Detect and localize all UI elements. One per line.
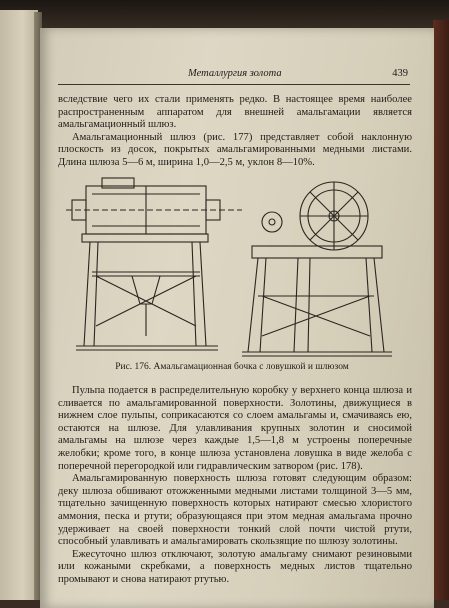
running-header bbox=[58, 68, 410, 85]
page-number: 439 bbox=[392, 68, 408, 79]
paragraph: Ежесуточно шлюз отключают, золотую амальгаму снимают резиновыми или кожаными скребками, а поверхность медных листов тщательно промывают и снова натирают ртутью. bbox=[58, 548, 412, 585]
paragraph: Амальгамированную поверхность шлюза готовят следующим образом: деку шлюза обшивают отожженными медными листами толщиной 3—5 мм, тщательно зачищенную поверхность которых натирают смесью хлористого аммония, песка и ртути; образующаяся при этом медная амальгама прочно удерживает на своей поверхности тонкий слой почти чистой ртути, способный улавливать и амальгамировать скользящие по шлюзу золотины. bbox=[58, 473, 412, 548]
paragraph: Пульпа подается в распределительную коробку у верхнего конца шлюза и сливается по амальгамированной поверхности. Золотины, движущиеся в нижнем слое пульпы, соприкасаются со слоем амальгамы и, смачиваясь ею, остаются на шлюзе. Для улавливания крупных золотин и сносимой амальгамы на шлюзе через каждые 1,5—1,8 м устроены поперечные желобки; кроме того, в конце шлюза установлена ловушка в виде желоба с поперечной перегородкой или гидравлическим затвором (рис. 178). bbox=[58, 385, 412, 472]
text-block-top bbox=[58, 94, 412, 170]
paragraph: Амальгамационный шлюз (рис. 177) представляет собой наклонную плоскость из досок, покрытых амальгамированными медными листами. Длина шлюза 5—6 м, ширина 1,0—2,5 м, уклон 8—10%. bbox=[58, 131, 412, 168]
figure-caption: Рис. 176. Амальгамационная бочка с ловушкой и шлюзом bbox=[115, 362, 349, 372]
funnel-trap bbox=[132, 276, 160, 304]
book-page bbox=[40, 28, 434, 608]
figure-amalgamation-barrel bbox=[62, 176, 402, 376]
running-header-title: Металлургия золота bbox=[188, 68, 282, 79]
left-page bbox=[0, 10, 38, 600]
text-block-bottom bbox=[58, 385, 412, 587]
pulley bbox=[262, 212, 282, 232]
book-cover-edge bbox=[433, 20, 449, 600]
paragraph: вследствие чего их стали применять редко. В настоящее время наиболее распространенным аппаратом для внешней амальгамации является амальгамационный шлюз. bbox=[58, 94, 412, 131]
